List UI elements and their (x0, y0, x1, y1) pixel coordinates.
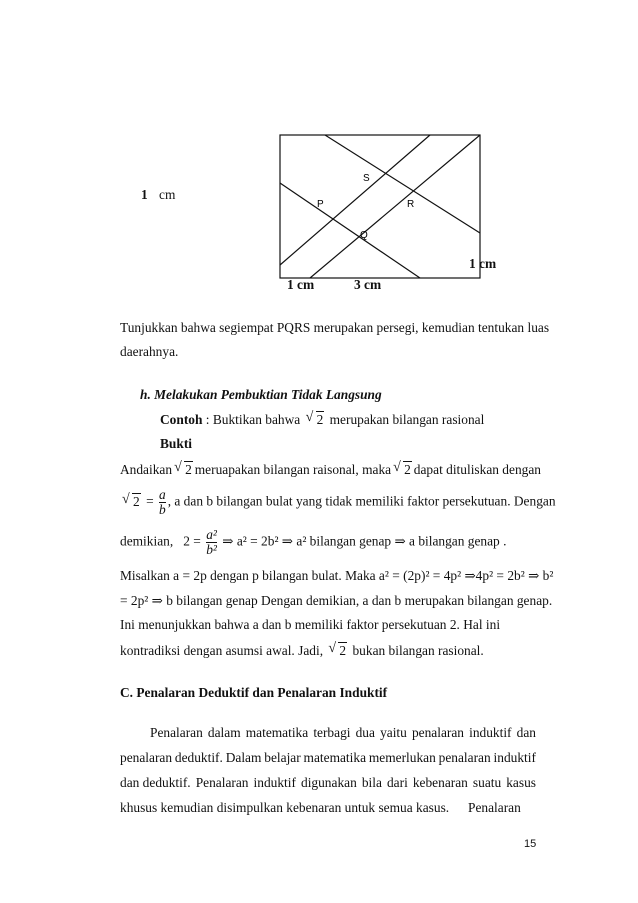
section-h-heading: h. Melakukan Pembuktian Tidak Langsung (140, 387, 382, 402)
proof-line-1: Andaikan √ 2 meruapakan bilangan raisonal, maka √ 2 dapat dituliskan dengan (120, 462, 536, 478)
outer-rectangle (280, 135, 480, 278)
paragraph-line-2: penalaran deduktif. Dalam belajar matematika memerlukan penalaran induktif (120, 750, 536, 765)
contoh-pre: : Buktikan bahwa (202, 412, 304, 427)
paragraph-line-1: Penalaran dalam matematika terbagi dua yaitu penalaran induktif dan (150, 725, 536, 740)
diagonal-line-3 (310, 135, 480, 278)
bottom-dimension-1: 1 cm (287, 277, 315, 292)
exercise-line-1: Tunjukkan bahwa segiempat PQRS merupakan persegi, kemudian tentukan luas (120, 320, 550, 335)
proof-line-7: kontradiksi dengan asumsi awal. Jadi, √ 2 bukan bilangan rasional. (120, 643, 536, 659)
label-s: S (363, 173, 370, 184)
page-number: 15 (524, 838, 537, 850)
contoh-post: merupakan bilangan rasional (326, 412, 485, 427)
section-c-heading: C. Penalaran Deduktif dan Penalaran Induktif (120, 685, 388, 700)
proof-line-5: = 2p² ⇒ b bilangan genap Dengan demikian, a dan b merupakan bilangan genap. (120, 593, 553, 608)
diagonal-line-1 (280, 183, 420, 278)
proof-line-3: demikian, 2 = $\frac{\text{a²}}{\text{b²}}$ ⇒ a² = 2b² ⇒ a² bilangan genap ⇒ a bilangan genap . (120, 527, 507, 557)
paragraph-line-3: dan deduktif. Penalaran induktif digunakan bila dari kebenaran suatu kasus (120, 775, 536, 790)
sqrt-symbol: √ 2 (306, 412, 325, 428)
left-dimension-unit: cm (159, 187, 176, 202)
geometry-figure (270, 125, 500, 290)
proof-line-2: √ 2 = $\frac{a}{b}$ , a dan b bilangan bulat yang tidak memiliki faktor persekutuan. Dengan (120, 488, 536, 517)
paragraph-line-4: khusus kemudian disimpulkan kebenaran untuk semua kasus. Penalaran (120, 800, 521, 815)
right-dimension: 1 cm (469, 256, 497, 271)
label-q: Q (360, 230, 368, 241)
fraction-a2-over-b2: $\frac{\text{a²}}{\text{b²}}$ (206, 527, 217, 557)
label-r: R (407, 199, 415, 210)
sqrt-symbol: √ 2 (393, 462, 412, 478)
proof-line-4: Misalkan a = 2p dengan p bilangan bulat. Maka a² = (2p)² = 4p² ⇒4p² = 2b² ⇒ b² (120, 568, 554, 583)
left-dimension-value: 1 (141, 187, 148, 202)
bottom-dimension-2: 3 cm (354, 277, 382, 292)
contoh-label: Contoh (160, 412, 203, 427)
exercise-line-2: daerahnya. (120, 344, 179, 359)
diagonal-line-2 (325, 135, 480, 233)
contoh-line (160, 412, 484, 428)
sqrt-symbol: √ 2 (122, 494, 141, 510)
sqrt-symbol: √ 2 (174, 462, 193, 478)
proof-line-6: Ini menunjukkan bahwa a dan b memiliki faktor persekutuan 2. Hal ini (120, 617, 501, 632)
sqrt-symbol: √ 2 (328, 643, 347, 659)
fraction-a-over-b: $\frac{a}{b}$ (158, 487, 166, 517)
label-p: P (317, 199, 324, 210)
bukti-label: Bukti (160, 436, 193, 451)
